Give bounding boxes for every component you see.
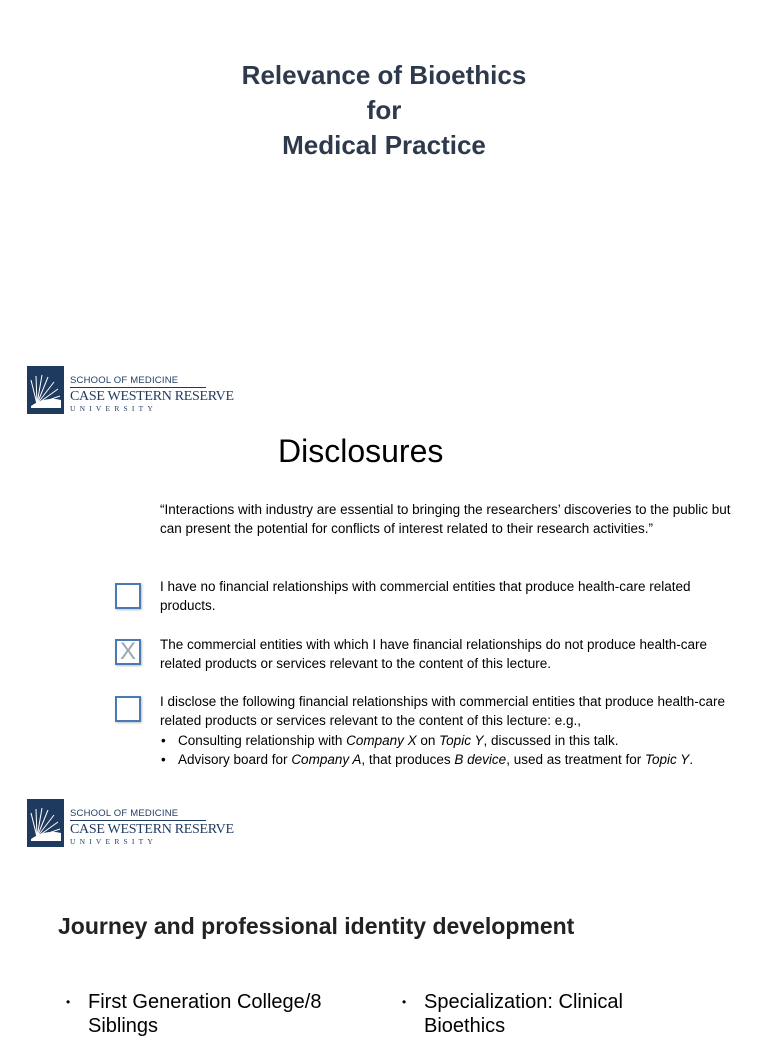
disclosure-quote: “Interactions with industry are essential to bringing the researchers’ discoveries to the public but can present the potential for conflicts of interest related to their research activities.” — [160, 502, 731, 537]
checkbox-icon-no-relationships[interactable] — [115, 583, 141, 609]
title-line-2: for — [366, 95, 402, 125]
bullet-text: , discussed in this talk. — [483, 732, 619, 748]
bullet-topic: Topic Y — [439, 732, 484, 748]
logo-university-subtext: UNIVERSITY — [70, 404, 157, 413]
bullet-text: , that produces — [361, 751, 455, 767]
disclosures-title: Disclosures — [278, 433, 444, 469]
bullet-device: B device — [454, 751, 507, 767]
journey-right-item — [402, 990, 704, 1038]
journey-right-text: Specialization: Clinical Bioethics — [424, 991, 623, 1037]
disclosure-bullets — [160, 731, 740, 770]
checkbox-check-mark: X — [119, 638, 136, 665]
logo-university-name: CASE WESTERN RESERVE — [70, 822, 234, 837]
option-disclose-text: I disclose the following financial relationships with commercial entities that produce health-care related products or services relevant to the content of this lecture: e.g., — [160, 694, 726, 729]
checkbox-icon-disclose[interactable] — [115, 696, 141, 722]
bullet-text: Consulting relationship with — [178, 732, 347, 748]
bullet-text: Advisory board for — [178, 751, 292, 767]
bullet-dot: • — [402, 995, 407, 1009]
checkbox-icon-not-relevant[interactable] — [115, 639, 141, 665]
logo-school-text: SCHOOL OF MEDICINE — [70, 375, 179, 386]
school-logo — [27, 799, 234, 847]
logo-school-text: SCHOOL OF MEDICINE — [70, 808, 179, 819]
bullet-dot: • — [66, 995, 71, 1009]
option-disclose — [160, 692, 740, 769]
option-no-relationships: I have no financial relationships with commercial entities that produce health-care related products. — [160, 579, 691, 614]
bullet-topic: Topic Y — [645, 751, 690, 767]
bullet-text: . — [689, 751, 694, 767]
starburst-crest-icon — [27, 799, 64, 847]
school-logo — [27, 366, 234, 414]
bullet-company: Company A — [291, 751, 362, 767]
journey-left-item — [66, 990, 358, 1038]
bullet-consulting — [160, 731, 740, 750]
bullet-text: on — [416, 732, 440, 748]
option-not-relevant: The commercial entities with which I have financial relationships do not produce health-care related products or services relevant to the content of this lecture. — [160, 637, 708, 672]
bullet-advisory — [160, 750, 740, 769]
logo-university-name: CASE WESTERN RESERVE — [70, 389, 234, 404]
journey-title: Journey and professional identity development — [58, 913, 575, 939]
logo-university-subtext: UNIVERSITY — [70, 837, 157, 846]
journey-left-text: First Generation College/8 Siblings — [88, 991, 322, 1037]
logo-divider — [70, 387, 206, 388]
bullet-company: Company X — [346, 732, 417, 748]
bullet-text: , used as treatment for — [506, 751, 646, 767]
starburst-crest-icon — [27, 366, 64, 414]
logo-divider — [70, 820, 206, 821]
title-line-1: Relevance of Bioethics — [241, 60, 527, 90]
title-line-3: Medical Practice — [282, 130, 486, 160]
slide-title — [0, 58, 768, 163]
